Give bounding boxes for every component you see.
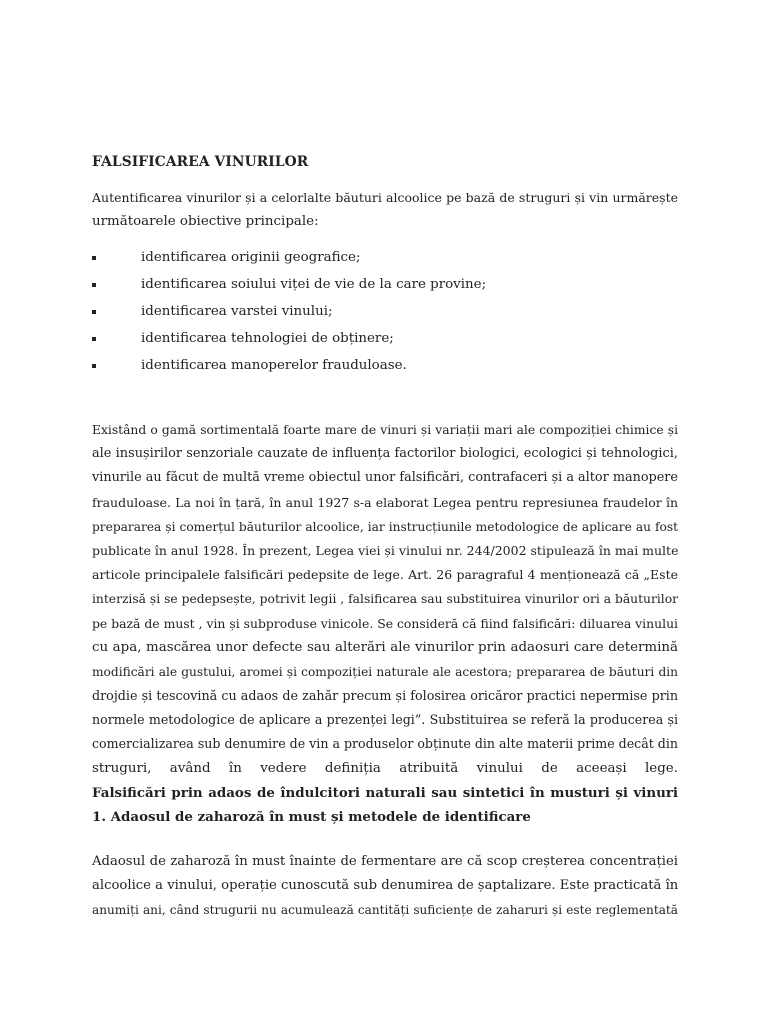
body-line: interzisă și se pedepsește, potrivit legii , falsificarea sau substituirea vinurilor ori a băuturilor xyxy=(92,592,678,607)
intro-line: următoarele obiective principale: xyxy=(92,214,319,230)
body-line: modificări ale gustului, aromei și compoziției naturale ale acestora; prepararea de băuturi din xyxy=(92,664,678,679)
list-item xyxy=(92,246,678,273)
bullet-square-icon xyxy=(92,310,96,314)
list-item xyxy=(92,300,678,327)
body-line: ale insușirilor senzoriale cauzate de influența factorilor biologici, ecologici și tehnologici, xyxy=(92,446,678,462)
body-line: Adaosul de zaharoză în must înainte de fermentare are că scop creșterea concentrației xyxy=(92,854,678,869)
list-item-text: identificarea manoperelor frauduloase. xyxy=(141,358,407,373)
subsection-heading: 1. Adaosul de zaharoză în must și metodele de identificare xyxy=(92,809,531,825)
intro-paragraph xyxy=(92,186,678,234)
bullet-square-icon xyxy=(92,337,96,341)
list-item xyxy=(92,273,678,300)
list-item xyxy=(92,327,678,354)
body-line: Existând o gamă sortimentală foarte mare de vinuri și variații mari ale compoziției chimice și xyxy=(92,423,678,437)
list-item-text: identificarea tehnologiei de obținere; xyxy=(141,331,394,346)
body-line: normele metodologice de aplicare a prezenței legi”. Substituirea se referă la producerea și xyxy=(92,712,678,728)
body-paragraph xyxy=(92,418,678,829)
list-item xyxy=(92,354,678,381)
body-line: drojdie și tescovină cu adaos de zahăr precum și folosirea oricăror practici nepermise prin xyxy=(92,688,678,704)
list-item-text: identificarea originii geografice; xyxy=(141,250,361,265)
intro-line: Autentificarea vinurilor și a celorlalte băuturi alcoolice pe bază de struguri și vin urmărește xyxy=(92,190,678,205)
section-heading: Falsificări prin adaos de îndulcitori naturali sau sintetici în musturi și vinuri xyxy=(92,784,678,801)
body-line: pe bază de must , vin și subproduse vinicole. Se consideră că fiind falsificări: diluarea vinului xyxy=(92,615,679,631)
bullet-square-icon xyxy=(92,364,96,368)
list-item-text: identificarea varstei vinului; xyxy=(141,304,333,319)
objectives-list xyxy=(92,246,678,381)
body-line: prepararea și comerțul băuturilor alcoolice, iar instrucțiunile metodologice de aplicare au fost xyxy=(92,519,678,534)
body-line: struguri, având în vedere definiția atribuită vinului de aceeași lege. xyxy=(92,760,678,776)
body-line: anumiți ani, când strugurii nu acumulează cantități suficiențe de zaharuri și este reglementată xyxy=(92,903,678,918)
body-line: comercializarea sub denumire de vin a produselor obținute din alte materii prime decât din xyxy=(92,736,678,752)
body-line: vinurile au făcut de multă vreme obiectul unor falsificări, contrafaceri și a altor manopere xyxy=(92,470,678,486)
bullet-square-icon xyxy=(92,256,96,260)
body-line: cu apa, mascărea unor defecte sau alterări ale vinurilor prin adaosuri care determină xyxy=(92,639,678,655)
body-line: publicate în anul 1928. În prezent, Legea viei și vinului nr. 244/2002 stipulează în mai multe xyxy=(92,542,679,558)
list-item-text: identificarea soiului viței de vie de la care provine; xyxy=(141,277,487,292)
sucrose-paragraph xyxy=(92,850,678,923)
body-line: frauduloase. La noi în țară, în anul 1927 s-a elaborat Legea pentru represiunea fraudelor în xyxy=(92,494,678,510)
bullet-square-icon xyxy=(92,283,96,287)
document-title: FALSIFICAREA VINURILOR xyxy=(92,154,309,170)
body-line: articole principalele falsificări pedepsite de lege. Art. 26 paragraful 4 menționează că „Este xyxy=(92,567,678,583)
body-line: alcoolice a vinului, operație cunoscută sub denumirea de șaptalizare. Este practicată în xyxy=(92,878,679,894)
